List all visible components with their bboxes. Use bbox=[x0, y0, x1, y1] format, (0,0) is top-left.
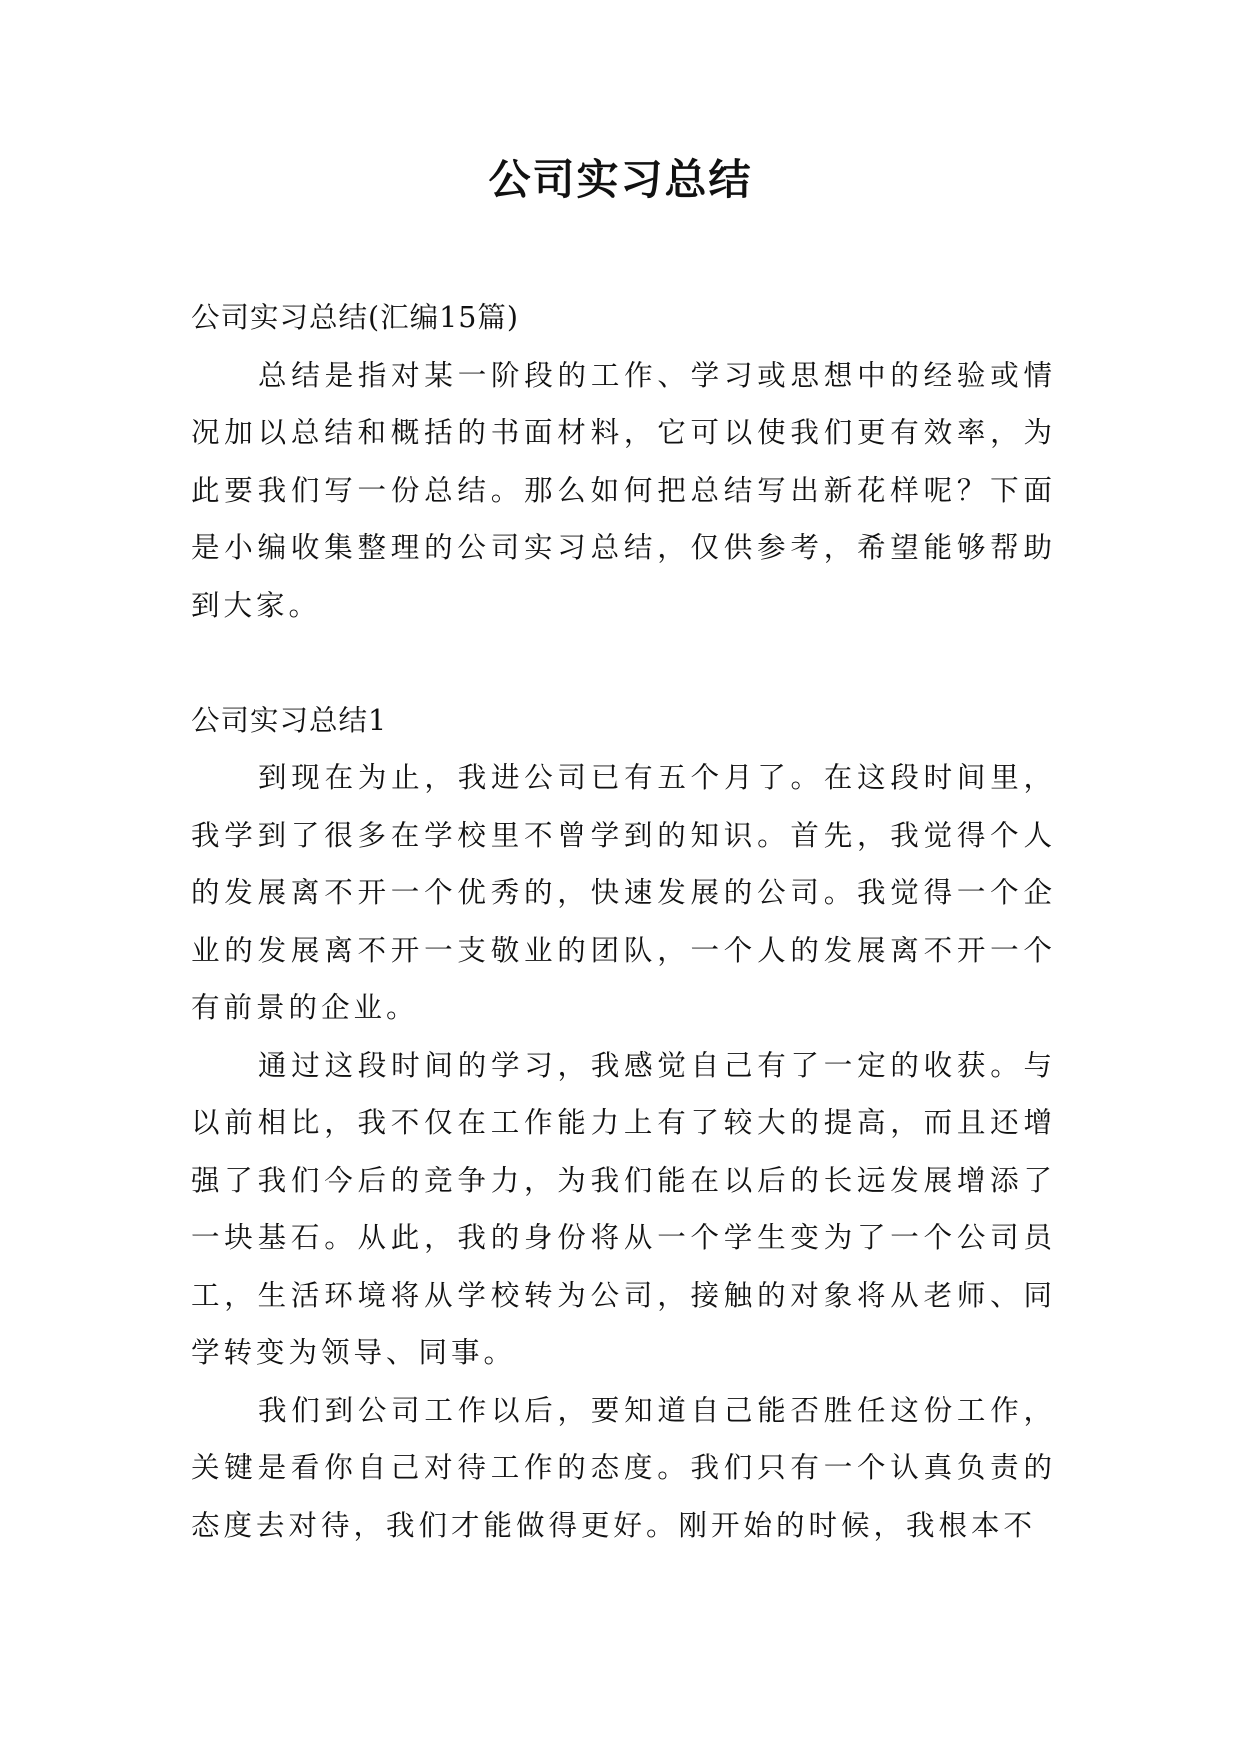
section-paragraph: 我们到公司工作以后，要知道自己能否胜任这份工作，关键是看你自己对待工作的态度。我们只有一个认真负责的态度去对待，我们才能做得更好。刚开始的时候，我根本不 bbox=[191, 1393, 1056, 1542]
section-paragraph: 通过这段时间的学习，我感觉自己有了一定的收获。与以前相比，我不仅在工作能力上有了较大的提高，而且还增强了我们今后的竞争力，为我们能在以后的长远发展增添了一块基石。从此，我的身份将从一个学生变为了一个公司员工，生活环境将从学校转为公司，接触的对象将从老师、同学转变为领导、同事。 bbox=[191, 1048, 1056, 1369]
section-spacer bbox=[191, 634, 1056, 692]
intro-paragraph: 总结是指对某一阶段的工作、学习或思想中的经验或情况加以总结和概括的书面材料，它可以使我们更有效率，为此要我们写一份总结。那么如何把总结写出新花样呢？下面是小编收集整理的公司实习总结，仅供参考，希望能够帮助到大家。 bbox=[191, 358, 1056, 622]
section-paragraph: 到现在为止，我进公司已有五个月了。在这段时间里，我学到了很多在学校里不曾学到的知识。首先，我觉得个人的发展离不开一个优秀的，快速发展的公司。我觉得一个企业的发展离不开一支敬业的团队，一个人的发展离不开一个有前景的企业。 bbox=[191, 761, 1056, 1024]
section-heading: 公司实习总结1 bbox=[191, 703, 388, 737]
document-subtitle: 公司实习总结(汇编15篇) bbox=[191, 301, 520, 334]
document-title: 公司实习总结 bbox=[488, 155, 753, 204]
document-body bbox=[191, 289, 1056, 1554]
